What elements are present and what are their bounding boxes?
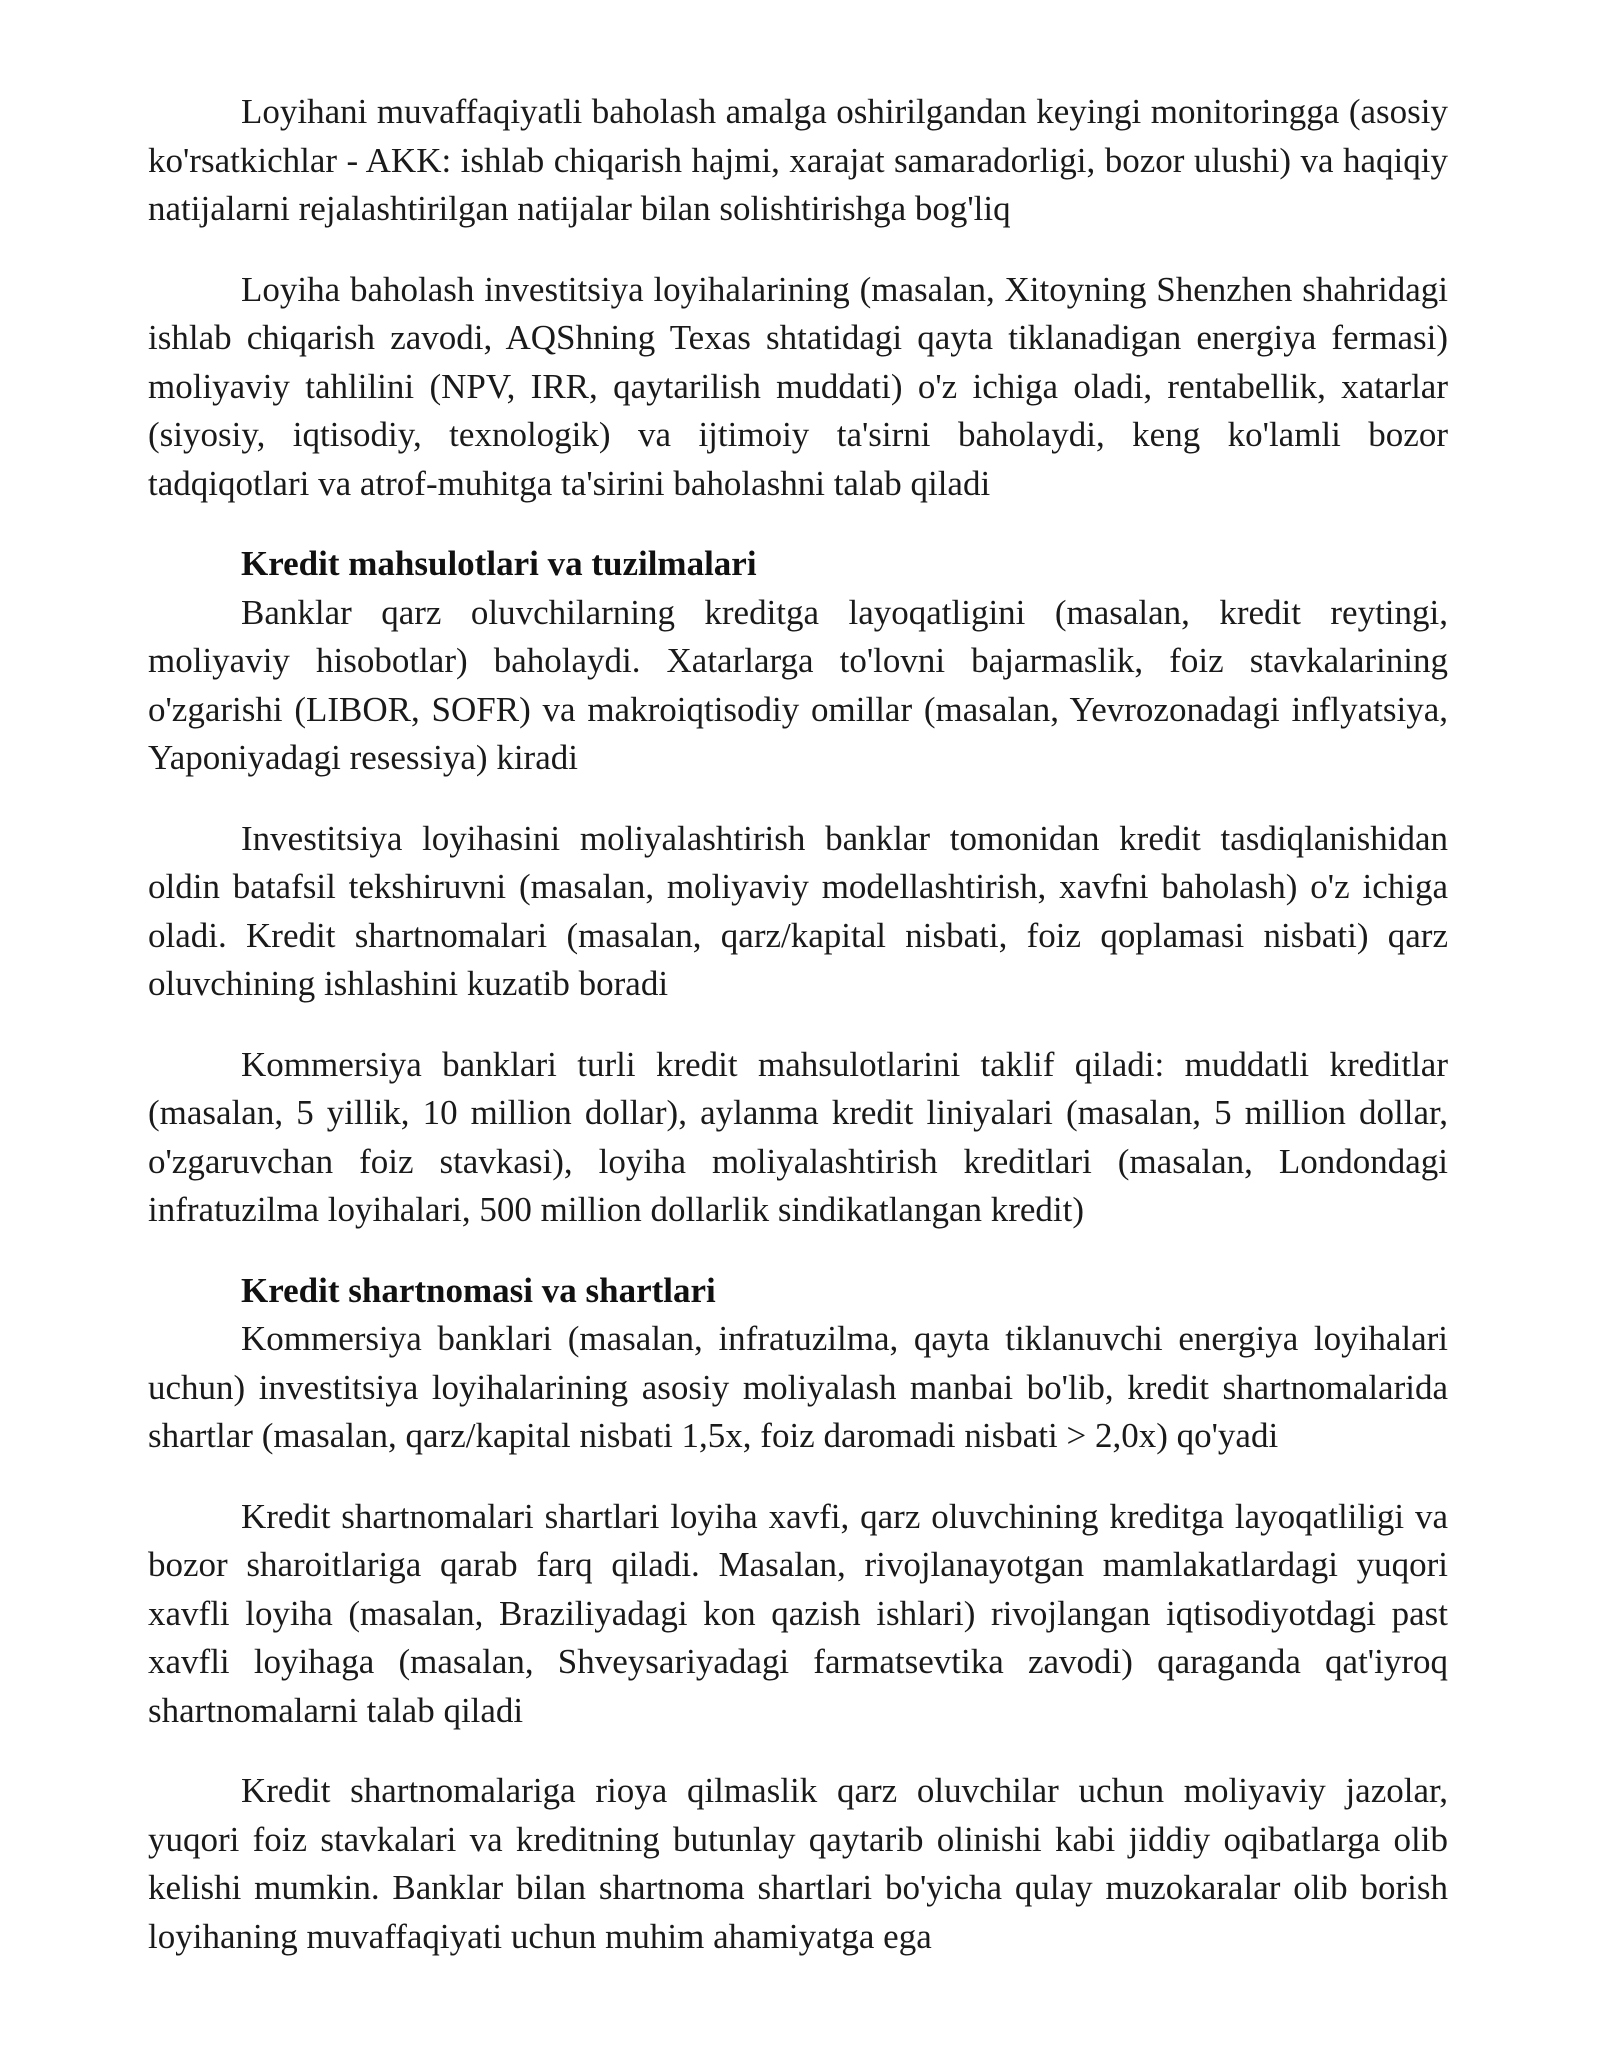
section-heading-loan-agreement: Kredit shartnomasi va shartlari [241, 1270, 716, 1310]
paragraph-monitoring: Loyihani muvaffaqiyatli baholash amalga oshirilgandan keyingi monitoringga (asosiy ko'rsatkichlar - AKK: ishlab chiqarish hajmi, xarajat samaradorligi, bozor ulushi) va haqiqiy natijalarni rejalashtirilgan natijalar bilan solishtirishga bog'liq [148, 92, 1448, 228]
paragraph-creditworthiness: Banklar qarz oluvchilarning kreditga layoqatligini (masalan, kredit reytingi, moliyaviy hisobotlar) baholaydi. Xatarlarga to'lovni bajarmaslik, foiz stavkalarining o'zgarishi (LIBOR, SOFR) va makroiqtisodiy omillar (masalan, Yevrozonadagi inflyatsiya, Yaponiyadagi resessiya) kiradi [148, 592, 1448, 777]
paragraph-due-diligence: Investitsiya loyihasini moliyalashtirish banklar tomonidan kredit tasdiqlanishidan oldin batafsil tekshiruvni (masalan, moliyaviy modellashtirish, xavfni baholash) o'z ichiga oladi. Kredit shartnomalari (masalan, qarz/kapital nisbati, foiz qoplamasi nisbati) qarz oluvchining ishlashini kuzatib boradi [148, 818, 1448, 1003]
paragraph-covenants: Kommersiya banklari (masalan, infratuzilma, qayta tiklanuvchi energiya loyihalari uchun) investitsiya loyihalarining asosiy moliyalash manbai bo'lib, kredit shartnomalarida shartlar (masalan, qarz/kapital nisbati 1,5x, foiz daromadi nisbati > 2,0x) qo'yadi [148, 1319, 1448, 1455]
paragraph-covenant-terms: Kredit shartnomalari shartlari loyiha xavfi, qarz oluvchining kreditga layoqatliligi va bozor sharoitlariga qarab farq qiladi. Masalan, rivojlanayotgan mamlakatlardagi yuqori xavfli loyiha (masalan, Braziliyadagi kon qazish ishlari) rivojlangan iqtisodiyotdagi past xavfli loyihaga (masalan, Shveysariyadagi farmatsevtika zavodi) qaraganda qat'iyroq shartnomalarni talab qiladi [148, 1496, 1448, 1730]
document-page [148, 88, 1448, 1993]
paragraph-credit-products: Kommersiya banklari turli kredit mahsulotlarini taklif qiladi: muddatli kreditlar (masalan, 5 yillik, 10 million dollar), aylanma kredit liniyalari (masalan, 5 million dollar, o'zgaruvchan foiz stavkasi), loyiha moliyalashtirish kreditlari (masalan, Londondagi infratuzilma loyihalari, 500 million dollarlik sindikatlangan kredit) [148, 1044, 1448, 1229]
paragraph-project-appraisal: Loyiha baholash investitsiya loyihalarining (masalan, Xitoyning Shenzhen shahridagi ishlab chiqarish zavodi, AQShning Texas shtatidagi qayta tiklanadigan energiya fermasi) moliyaviy tahlilini (NPV, IRR, qaytarilish muddati) o'z ichiga oladi, rentabellik, xatarlar (siyosiy, iqtisodiy, texnologik) va ijtimoiy ta'sirni baholaydi, keng ko'lamli bozor tadqiqotlari va atrof-muhitga ta'sirini baholashni talab qiladi [148, 269, 1448, 503]
section-heading-credit-products: Kredit mahsulotlari va tuzilmalari [241, 544, 757, 583]
paragraph-covenant-breach: Kredit shartnomalariga rioya qilmaslik qarz oluvchilar uchun moliyaviy jazolar, yuqori foiz stavkalari va kreditning butunlay qaytarib olinishi kabi jiddiy oqibatlarga olib kelishi mumkin. Banklar bilan shartnoma shartlari bo'yicha qulay muzokaralar olib borish loyihaning muvaffaqiyati uchun muhim ahamiyatga ega [148, 1771, 1448, 1956]
